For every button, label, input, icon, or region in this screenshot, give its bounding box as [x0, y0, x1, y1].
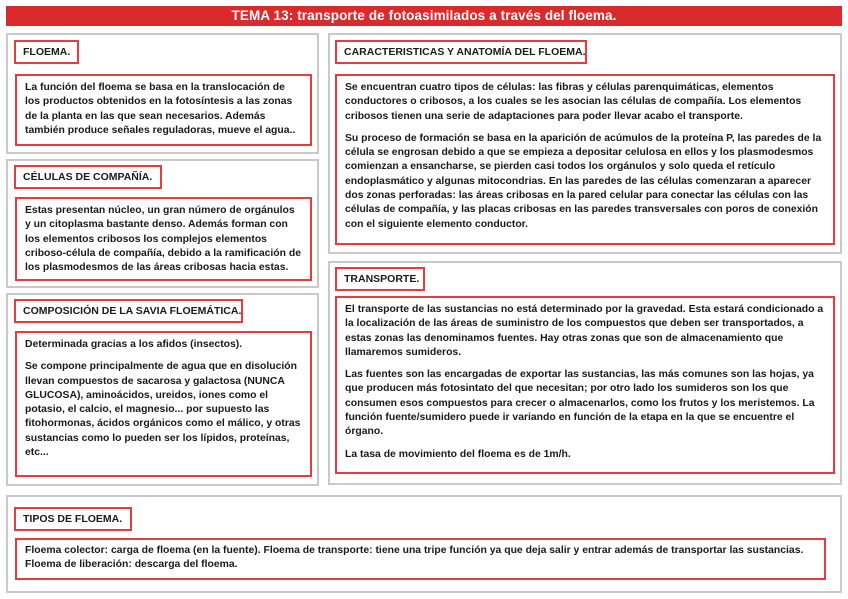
transporte-paragraph-3: La tasa de movimiento del floema es de 1m/h. [345, 448, 571, 460]
celulas-paragraph: Estas presentan núcleo, un gran número de orgánulos y un citoplasma bastante denso. Además forman con los elementos cribosos los complejos elementos criboso-célula de compañía, debido a la ramificación de los plasmodesmos de las áreas cribosas hacia estas. [25, 205, 302, 274]
tipos-heading: TIPOS DE FLOEMA. [14, 507, 132, 531]
floema-paragraph: La función del floema se basa en la translocación de los productos obtenidos en la fotosíntesis a las zonas de la planta en las que sean necesarios. Además también produce señales reguladoras, mueve el agua.. [25, 82, 296, 136]
transporte-paragraph-1: El transporte de las sustancias no está determinado por la gravedad. Esta estará condicionado a la localización de las áreas de suministro de los compuestos que deben ser transportados, a estas zonas las denominamos fuentes. Hay otras zonas que son de almacenamiento que llamaremos sumideros. [345, 304, 824, 358]
caracteristicas-paragraph-1: Se encuentran cuatro tipos de células: las fibras y células parenquimáticas, elementos conductores o cribosos, a los cuales se les asocian las células de compañía. Los elementos cribosos tienen una serie de adaptaciones para poder llevar acabo el transporte. [345, 82, 802, 122]
composicion-paragraph-2: Se compone principalmente de agua que en disolución llevan compuestos de sacarosa y galactosa (NUNCA GLUCOSA), aminoácidos, ureidos, iones como el potasio, el calcio, el magnesio... por supuesto las fitohormonas, ácidos orgánicos como el málico, y otras sustancias como lo pueden ser los lípidos, proteínas, etc... [25, 361, 301, 459]
composicion-paragraph-1: Determinada gracias a los afidos (insectos). [25, 339, 243, 350]
page-title: TEMA 13: transporte de fotoasimilados a través del floema. [6, 6, 842, 26]
caracteristicas-body [335, 74, 835, 245]
transporte-heading: TRANSPORTE. [335, 267, 425, 291]
caracteristicas-heading: CARACTERISTICAS Y ANATOMÍA DEL FLOEMA. [335, 40, 587, 64]
floema-body [15, 74, 312, 146]
transporte-body [335, 296, 835, 474]
composicion-body [15, 331, 312, 477]
tipos-line-1: Floema colector: carga de floema (en la fuente). Floema de transporte: tiene una tripe función ya que deja salir y entrar además de transportar las sustancias. [25, 545, 804, 556]
transporte-paragraph-2: Las fuentes son las encargadas de exportar las sustancias, las más comunes son las hojas, ya que producen más fotosintato del que necesitan; por otro lado los sumideros son los que consumen esos compuestos para crecer o almacenarlos, como los frutos y los meristemos. La función fuente/sumidero puede ir variando en función de la etapa en la que se encuentre el órgano. [345, 369, 815, 438]
caracteristicas-paragraph-2: Su proceso de formación se basa en la aparición de acúmulos de la proteína P, las paredes de la célula se engrosan debido a que se empieza a depositar celulosa en ellos y los plasmodesmos comienzan a ensancharse, se pierden casi todos los orgánulos y solo queda el retículo endoplasmático y algunas mitocondrias. En las paredes de las células comenzaran a aparecer dos zonas perforadas: las áreas cribosas en la pared celular para conectar las células con las células de compañía, y las placas cribosas en las paredes transversales con poros de conexión con el siguiente elemento conductor. [345, 132, 822, 230]
tipos-body [15, 538, 826, 580]
composicion-heading: COMPOSICIÓN DE LA SAVIA FLOEMÁTICA. [14, 299, 243, 323]
tipos-line-2: Floema de liberación: descarga del floema. [25, 559, 238, 571]
celulas-heading: CÉLULAS DE COMPAÑÍA. [14, 165, 162, 189]
celulas-body [15, 197, 312, 281]
floema-heading: FLOEMA. [14, 40, 79, 64]
